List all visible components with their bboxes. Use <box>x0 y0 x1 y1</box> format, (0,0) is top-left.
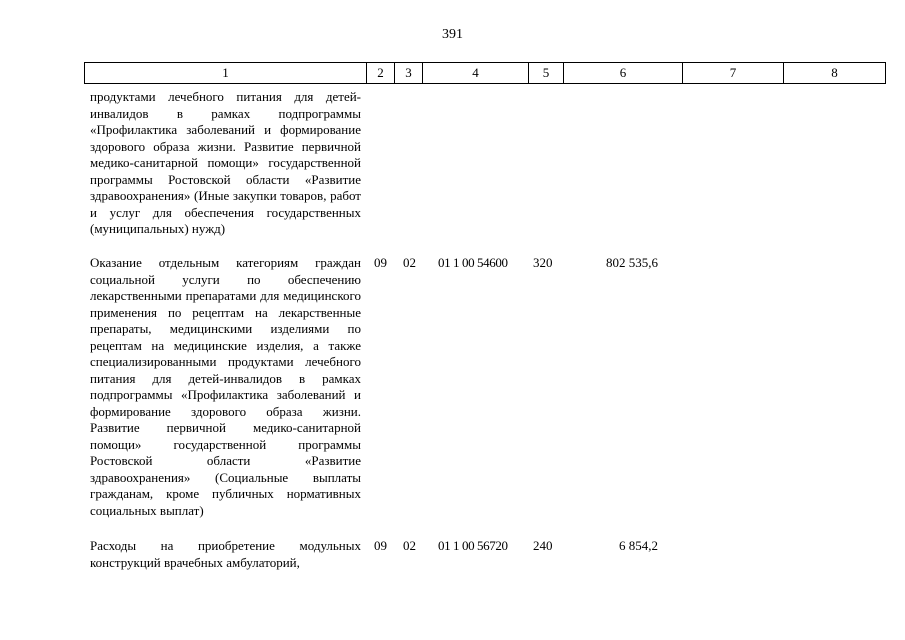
column-header-2: 2 <box>367 63 395 84</box>
row-expense-type-code: 320 <box>533 255 553 270</box>
row-subsection-code: 02 <box>403 255 416 270</box>
column-header-6: 6 <box>564 63 683 84</box>
column-header-1: 1 <box>85 63 367 84</box>
row-description: Расходы на приобретение модульных конструкций врачебных амбулаторий, <box>90 538 361 570</box>
row-subsection-code: 02 <box>403 538 416 553</box>
column-header-row <box>84 62 886 84</box>
row-description: Оказание отдельным категориям граждан социальной услуги по обеспечению лекарственными препаратами для медицинского применения по рецептам на лекарственные препараты, медицинскими изделиями по рецептам на медицинские изделия, а также специализированными продуктами лечебного питания для детей-инвалидов в рамках подпрограммы «Профилактика заболеваний и формирование здорового образа жизни. Развитие первичной медико-санитарной помощи» государственной программы Ростовской области «Развитие здравоохранения» (Социальные выплаты гражданам, кроме публичных нормативных социальных выплат) <box>90 255 361 518</box>
column-header-4: 4 <box>423 63 529 84</box>
column-header-5: 5 <box>529 63 564 84</box>
page-number: 391 <box>442 27 463 42</box>
column-header-7: 7 <box>683 63 784 84</box>
row-amount: 802 535,6 <box>606 255 658 270</box>
row-description: продуктами лечебного питания для детей-инвалидов в рамках подпрограммы «Профилактика заболеваний и формирование здорового образа жизни. Развитие первичной медико-санитарной помощи» государственной программы Ростовской области «Развитие здравоохранения» (Иные закупки товаров, работ и услуг для обеспечения государственных (муниципальных) нужд) <box>90 89 361 236</box>
column-header-3: 3 <box>395 63 423 84</box>
row-amount: 6 854,2 <box>619 538 658 553</box>
row-section-code: 09 <box>374 255 387 270</box>
row-expense-type-code: 240 <box>533 538 553 553</box>
column-header-8: 8 <box>784 63 886 84</box>
row-target-article-code: 01 1 00 54600 <box>438 255 508 270</box>
row-target-article-code: 01 1 00 56720 <box>438 538 508 553</box>
row-section-code: 09 <box>374 538 387 553</box>
